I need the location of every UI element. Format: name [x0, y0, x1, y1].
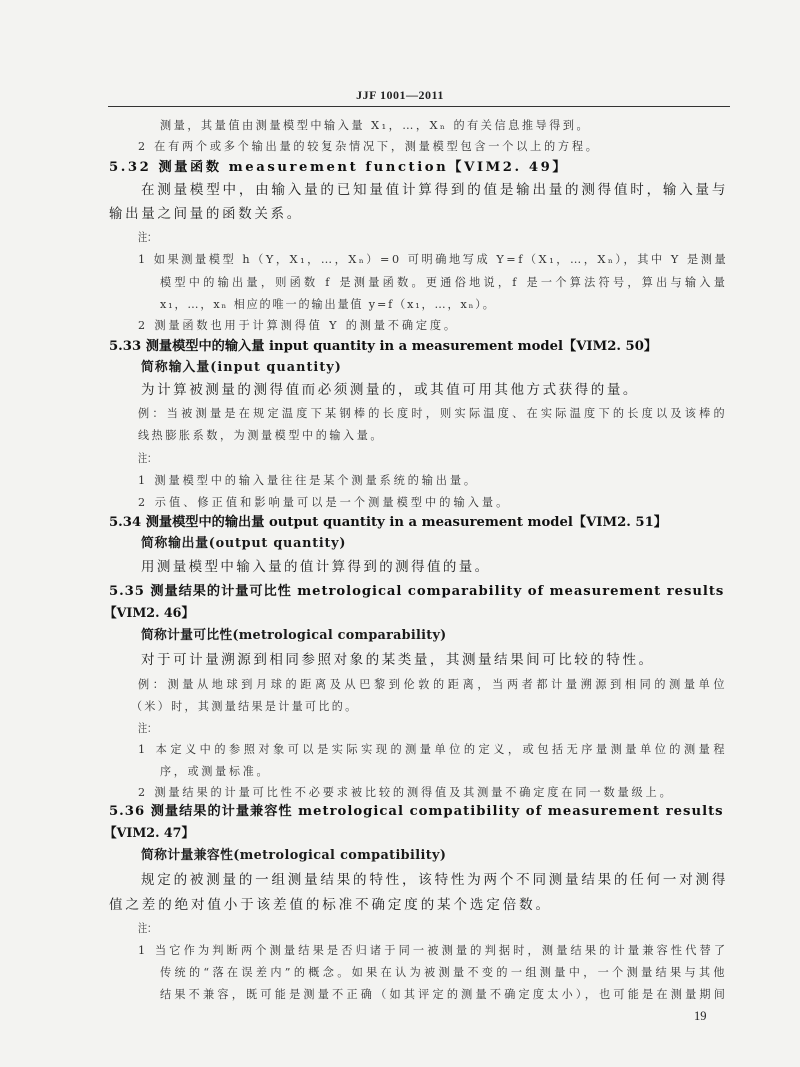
section-heading: 5.34 测量模型中的输出量 output quantity in a measurement model【VIM2. 51】	[109, 515, 667, 530]
note-text: 1 测量模型中的输入量往往是某个测量系统的输出量。	[138, 474, 478, 487]
note-text: 注：	[138, 722, 157, 735]
note-text: 测量，其量值由测量模型中输入量 X₁，…，Xₙ 的有关信息推导得到。	[160, 119, 591, 132]
note-text: 2 测量函数也用于计算测得值 Y 的测量不确定度。	[138, 319, 458, 332]
section-heading: 5.33 测量模型中的输入量 input quantity in a measurement model【VIM2. 50】	[109, 339, 658, 354]
note-text: 2 测量结果的计量可比性不必要求被比较的测得值及其测量不确定度在同一数量级上。	[138, 786, 674, 799]
note-text: 序，或测量标准。	[160, 765, 271, 778]
header-rule	[108, 106, 730, 107]
abbreviated-term: 简称计量可比性(metrological comparability)	[141, 628, 447, 643]
note-text: 1 本定义中的参照对象可以是实际实现的测量单位的定义，或包括无序量测量单位的测量程	[138, 743, 728, 756]
definition-text: 规定的被测量的一组测量结果的特性，该特性为两个不同测量结果的任何一对测得	[141, 872, 729, 888]
abbreviated-term: 简称输入量(input quantity)	[141, 360, 342, 375]
note-text: 线热膨胀系数，为测量模型中的输入量。	[138, 429, 385, 442]
document-code-header: JJF 1001—2011	[356, 88, 444, 102]
note-text: 注：	[138, 231, 157, 244]
section-heading: 5.36 测量结果的计量兼容性 metrological compatibility of measurement results	[109, 804, 724, 819]
definition-text: 输出量之间量的函数关系。	[109, 206, 303, 222]
note-text: x₁，…，xₙ 相应的唯一的输出量值 y=f（x₁，…，xₙ）。	[160, 298, 496, 311]
note-text: 结果不兼容，既可能是测量不正确（如其评定的测量不确定度太小），也可能是在测量期间	[160, 988, 729, 1001]
definition-text: 在测量模型中，由输入量的已知量值计算得到的值是输出量的测得值时，输入量与	[141, 182, 729, 198]
note-text: 例：当被测量是在规定温度下某钢棒的长度时，则实际温度、在实际温度下的长度以及该棒的	[138, 407, 728, 420]
section-heading: 【VIM2. 46】	[104, 606, 195, 621]
definition-text: 对于可计量溯源到相同参照对象的某类量，其测量结果间可比较的特性。	[141, 652, 655, 668]
section-heading: 5.35 测量结果的计量可比性 metrological comparability of measurement results	[109, 584, 725, 599]
definition-text: 用测量模型中输入量的值计算得到的测得值的量。	[141, 559, 491, 575]
note-text: 例：测量从地球到月球的距离及从巴黎到伦敦的距离，当两者都计量溯源到相同的测量单位	[138, 678, 729, 691]
note-text: 模型中的输出量，则函数 f 是测量函数。更通俗地说，f 是一个算法符号，算出与输入量	[160, 276, 729, 289]
note-text: 注：	[138, 452, 157, 465]
note-text: 2 在有两个或多个输出量的较复杂情况下，测量模型包含一个以上的方程。	[138, 140, 600, 153]
definition-text: 值之差的绝对值小于该差值的标准不确定度的某个选定倍数。	[109, 897, 552, 913]
abbreviated-term: 简称输出量(output quantity)	[141, 536, 347, 551]
section-heading: 5.32 测量函数 measurement function【VIM2. 49】	[109, 160, 569, 175]
note-text: （米）时，其测量结果是计量可比的。	[131, 700, 359, 713]
abbreviated-term: 简称计量兼容性(metrological compatibility)	[141, 848, 447, 863]
definition-text: 为计算被测量的测得值而必须测量的，或其值可用其他方式获得的量。	[141, 382, 639, 398]
section-heading: 【VIM2. 47】	[104, 826, 195, 841]
note-text: 1 如果测量模型 h（Y，X₁，…，Xₙ）=0 可明确地写成 Y=f（X₁，…，Xₙ），其中 Y 是测量	[138, 253, 729, 266]
note-text: 注：	[138, 922, 157, 935]
note-text: 传统的“落在误差内”的概念。如果在认为被测量不变的一组测量中，一个测量结果与其他	[160, 966, 728, 979]
note-text: 1 当它作为判断两个测量结果是否归诸于同一被测量的判据时，测量结果的计量兼容性代替了	[138, 944, 729, 957]
page-number: 19	[694, 1009, 707, 1023]
note-text: 2 示值、修正值和影响量可以是一个测量模型中的输入量。	[138, 496, 511, 509]
